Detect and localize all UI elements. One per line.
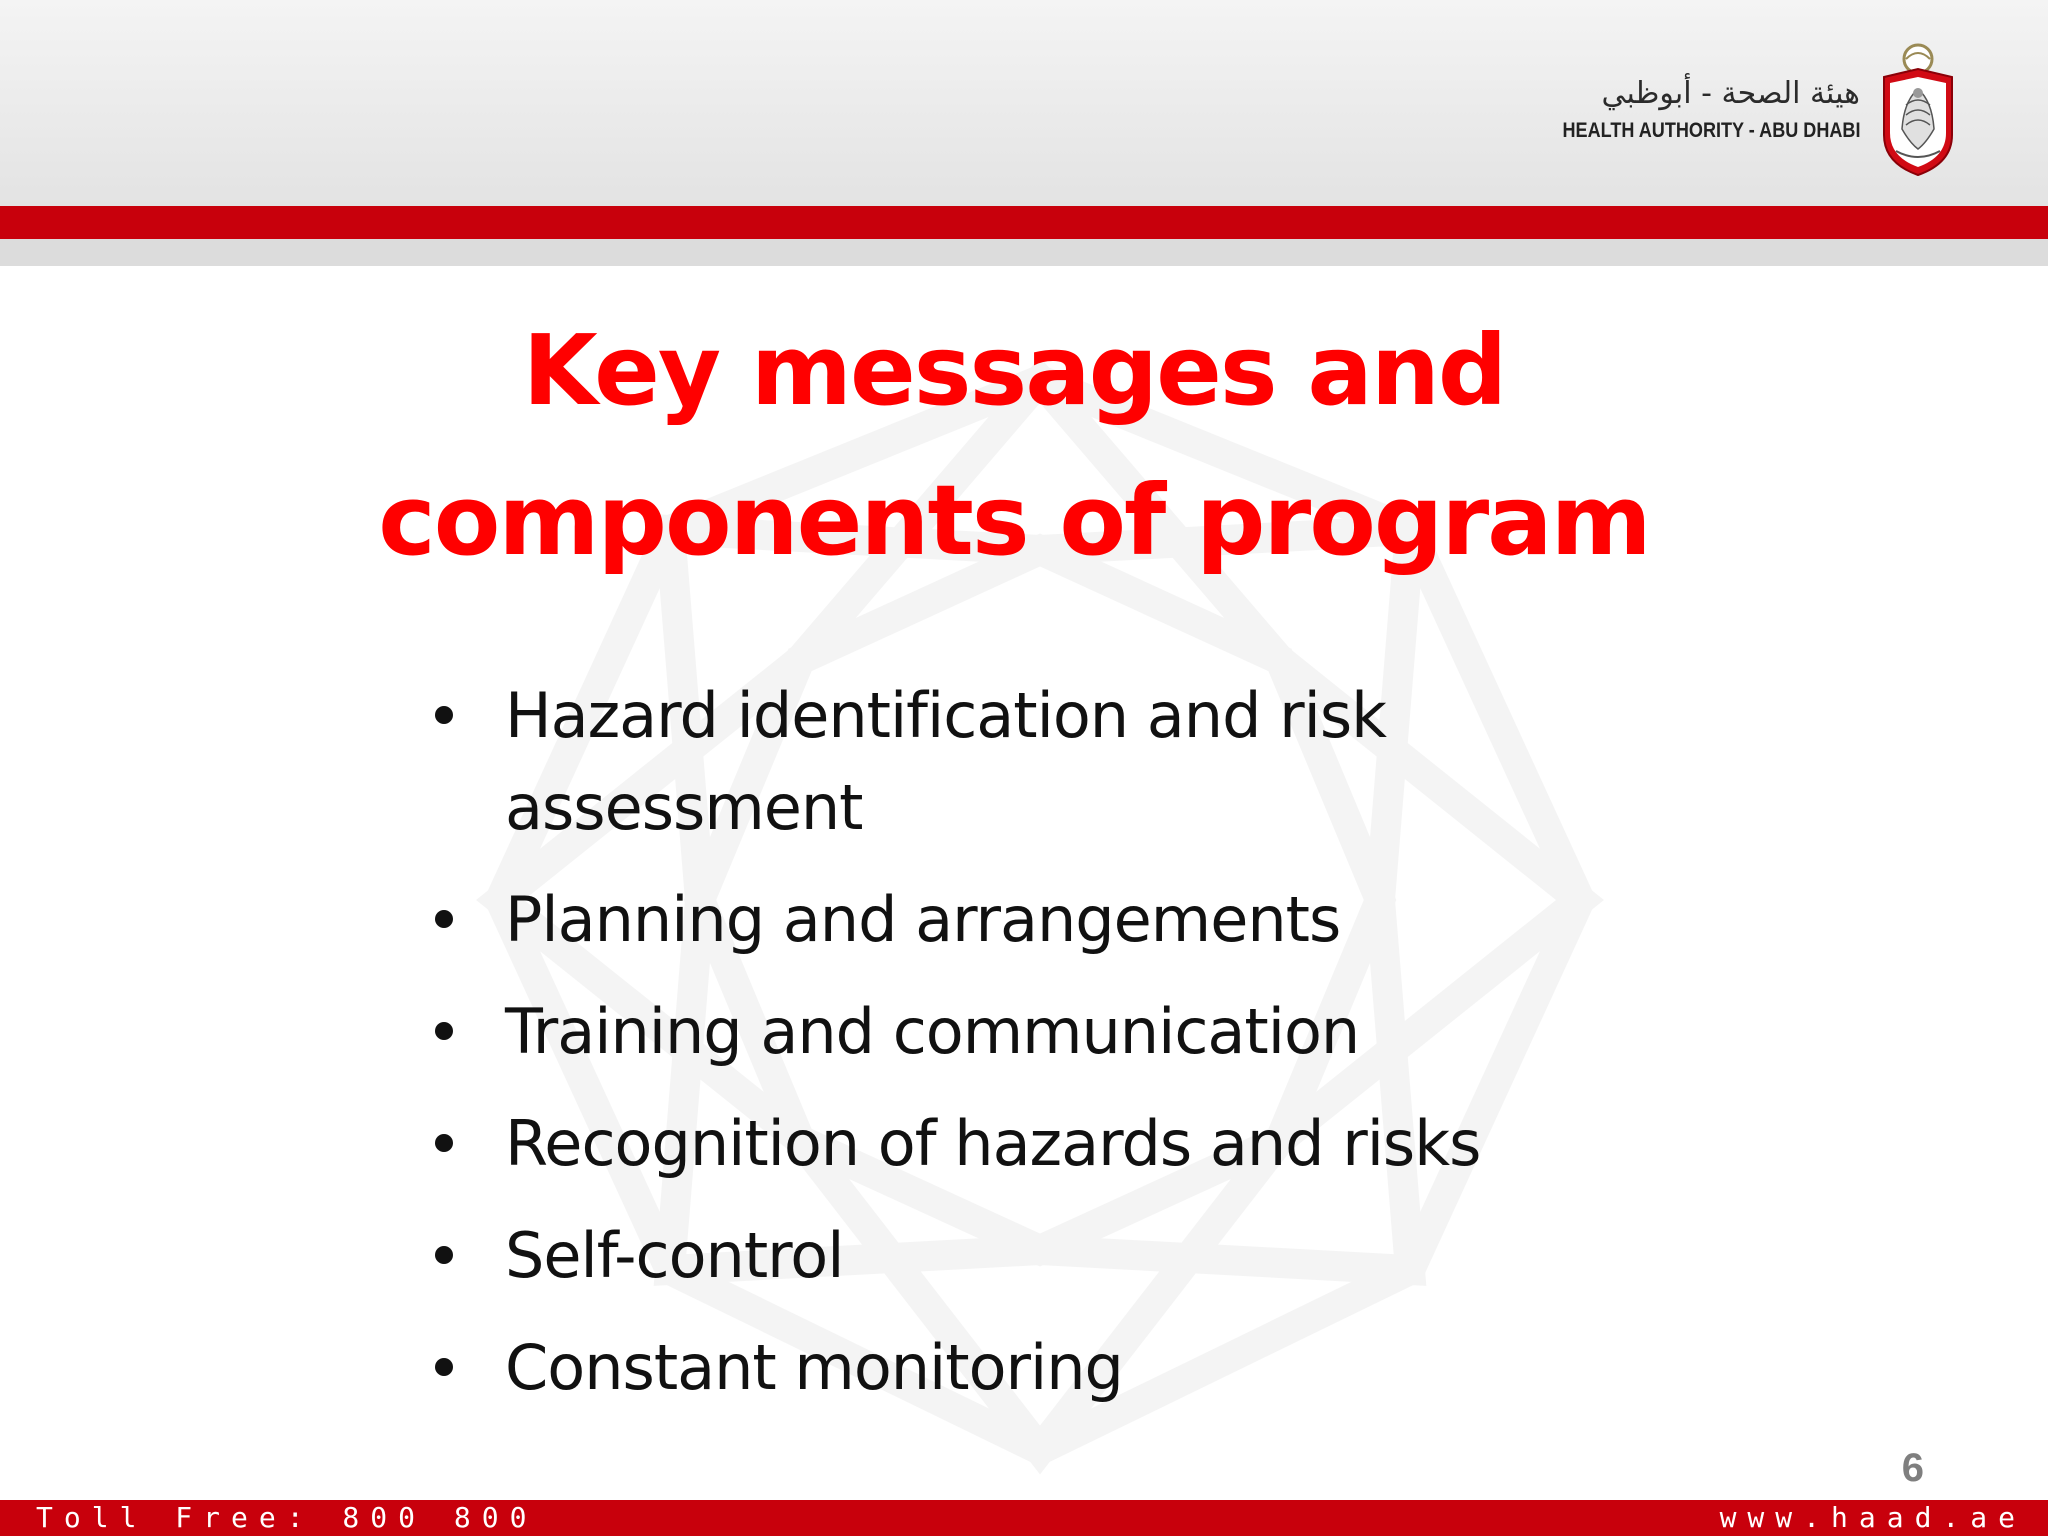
footer-band <box>0 1500 2048 1536</box>
slide-title-line-1: Key messages and <box>522 314 1506 427</box>
bullet-text: Planning and arrangements <box>505 883 1341 956</box>
bullet-dot-icon <box>435 1022 453 1040</box>
bullet-dot-icon <box>435 910 453 928</box>
slide-title-line-2: components of program <box>378 464 1650 577</box>
bullet-item <box>425 986 1725 1078</box>
bullet-dot-icon <box>435 1134 453 1152</box>
bullet-text: Hazard identification and risk <box>505 679 1387 752</box>
bullet-item <box>425 670 1725 854</box>
website-link[interactable]: www.haad.ae <box>1719 1501 2026 1534</box>
bullet-item <box>425 1322 1725 1414</box>
logo-english-text: HEALTH AUTHORITY - ABU DHABI <box>1562 118 1860 142</box>
bullet-item <box>425 1210 1725 1302</box>
bullet-list <box>425 670 1725 1434</box>
logo-text <box>1514 76 1860 143</box>
bullet-text: Recognition of hazards and risks <box>505 1107 1481 1180</box>
bullet-text: Constant monitoring <box>505 1331 1123 1404</box>
bullet-text: Training and communication <box>505 995 1360 1068</box>
bullet-dot-icon <box>435 1358 453 1376</box>
bullet-text: Self-control <box>505 1219 844 1292</box>
bullet-item <box>425 874 1725 966</box>
falcon-emblem-icon <box>1876 39 1960 179</box>
bullet-item <box>425 1098 1725 1190</box>
header-red-stripe <box>0 206 2048 239</box>
haad-logo <box>1514 34 1960 184</box>
bullet-dot-icon <box>435 706 453 724</box>
slide-title <box>224 296 1804 596</box>
page-number: 6 <box>1901 1446 1924 1490</box>
bullet-dot-icon <box>435 1246 453 1264</box>
logo-arabic-text: هيئة الصحة - أبوظبي <box>1601 75 1860 111</box>
bullet-text-continuation: assessment <box>505 771 863 844</box>
toll-free-text: Toll Free: 800 800 <box>36 1501 538 1534</box>
header-gray-stripe <box>0 239 2048 266</box>
